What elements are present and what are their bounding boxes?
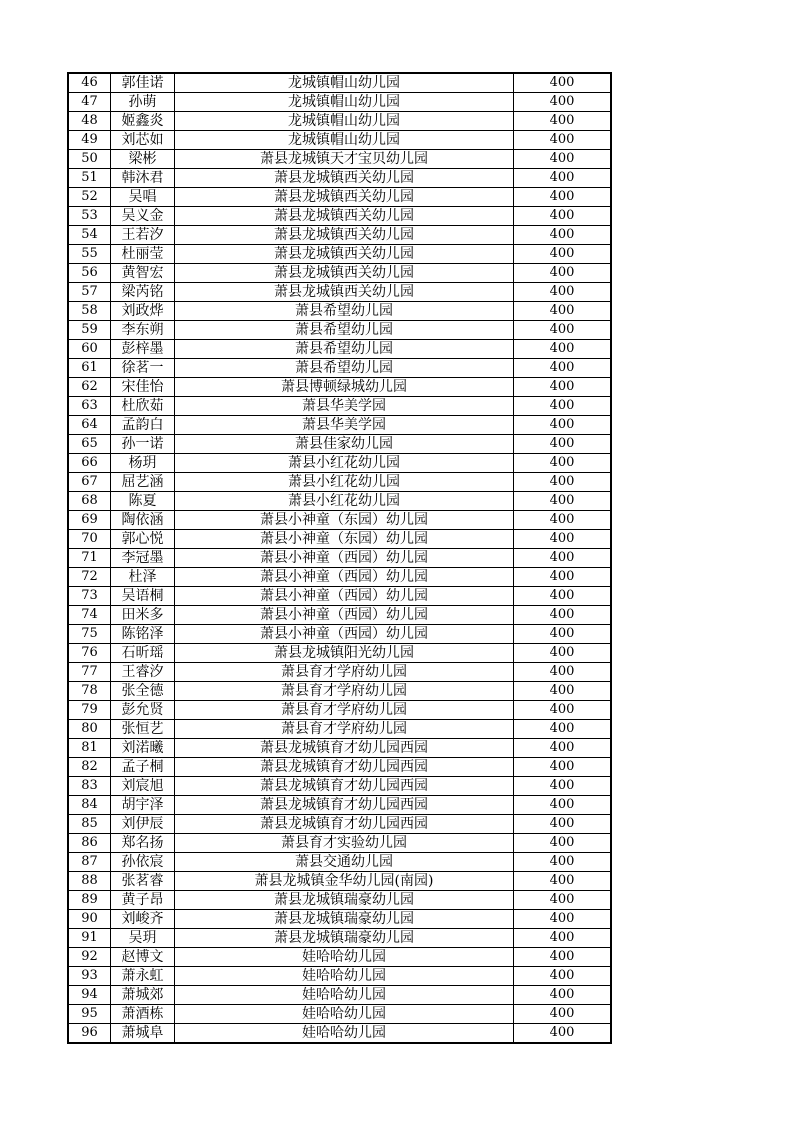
row-number-cell: 49 <box>68 131 111 150</box>
table-row <box>68 473 611 492</box>
row-number-cell: 46 <box>68 73 111 93</box>
row-number-cell: 85 <box>68 815 111 834</box>
kindergarten-name-cell: 萧县华美学园 <box>175 416 514 435</box>
row-number-cell: 75 <box>68 625 111 644</box>
amount-cell: 400 <box>514 302 612 321</box>
table-row <box>68 758 611 777</box>
table-row <box>68 492 611 511</box>
amount-cell: 400 <box>514 929 612 948</box>
kindergarten-name-cell: 萧县龙城镇育才幼儿园西园 <box>175 758 514 777</box>
table-row <box>68 948 611 967</box>
table-row <box>68 321 611 340</box>
amount-cell: 400 <box>514 73 612 93</box>
row-number-cell: 84 <box>68 796 111 815</box>
row-number-cell: 68 <box>68 492 111 511</box>
kindergarten-name-cell: 萧县交通幼儿园 <box>175 853 514 872</box>
amount-cell: 400 <box>514 93 612 112</box>
table-row <box>68 891 611 910</box>
kindergarten-name-cell: 萧县龙城镇瑞豪幼儿园 <box>175 891 514 910</box>
table-row <box>68 568 611 587</box>
table-row <box>68 340 611 359</box>
table-row <box>68 378 611 397</box>
kindergarten-name-cell: 萧县小红花幼儿园 <box>175 473 514 492</box>
kindergarten-name-cell: 萧县小红花幼儿园 <box>175 492 514 511</box>
amount-cell: 400 <box>514 701 612 720</box>
kindergarten-name-cell: 萧县华美学园 <box>175 397 514 416</box>
kindergarten-name-cell: 萧县小神童（西园）幼儿园 <box>175 549 514 568</box>
row-number-cell: 90 <box>68 910 111 929</box>
kindergarten-name-cell: 萧县龙城镇西关幼儿园 <box>175 188 514 207</box>
student-name-cell: 石昕瑶 <box>111 644 175 663</box>
student-name-cell: 孟子桐 <box>111 758 175 777</box>
row-number-cell: 88 <box>68 872 111 891</box>
student-name-cell: 杜欣茹 <box>111 397 175 416</box>
student-name-cell: 孙萌 <box>111 93 175 112</box>
row-number-cell: 58 <box>68 302 111 321</box>
kindergarten-name-cell: 萧县龙城镇西关幼儿园 <box>175 245 514 264</box>
amount-cell: 400 <box>514 739 612 758</box>
student-name-cell: 彭梓墨 <box>111 340 175 359</box>
amount-cell: 400 <box>514 530 612 549</box>
amount-cell: 400 <box>514 644 612 663</box>
amount-cell: 400 <box>514 549 612 568</box>
table-row <box>68 207 611 226</box>
student-name-cell: 张全德 <box>111 682 175 701</box>
amount-cell: 400 <box>514 986 612 1005</box>
student-name-cell: 杜泽 <box>111 568 175 587</box>
table-row <box>68 264 611 283</box>
table-row <box>68 169 611 188</box>
kindergarten-name-cell: 娃哈哈幼儿园 <box>175 967 514 986</box>
student-name-cell: 孟韵白 <box>111 416 175 435</box>
student-name-cell: 萧酒栋 <box>111 1005 175 1024</box>
table-row <box>68 1005 611 1024</box>
table-row <box>68 1024 611 1044</box>
kindergarten-name-cell: 萧县小神童（西园）幼儿园 <box>175 568 514 587</box>
table-row <box>68 644 611 663</box>
kindergarten-name-cell: 萧县龙城镇瑞豪幼儿园 <box>175 910 514 929</box>
amount-cell: 400 <box>514 720 612 739</box>
student-name-cell: 梁芮铭 <box>111 283 175 302</box>
student-name-cell: 徐茗一 <box>111 359 175 378</box>
table-row <box>68 416 611 435</box>
student-name-cell: 胡宇泽 <box>111 796 175 815</box>
kindergarten-name-cell: 萧县佳家幼儿园 <box>175 435 514 454</box>
table-row <box>68 834 611 853</box>
student-name-cell: 梁彬 <box>111 150 175 169</box>
row-number-cell: 56 <box>68 264 111 283</box>
kindergarten-name-cell: 龙城镇帽山幼儿园 <box>175 73 514 93</box>
amount-cell: 400 <box>514 625 612 644</box>
kindergarten-name-cell: 萧县龙城镇育才幼儿园西园 <box>175 815 514 834</box>
table-row <box>68 302 611 321</box>
student-name-cell: 郭佳诺 <box>111 73 175 93</box>
table-row <box>68 530 611 549</box>
kindergarten-name-cell: 萧县龙城镇瑞豪幼儿园 <box>175 929 514 948</box>
student-name-cell: 萧永虹 <box>111 967 175 986</box>
table-row <box>68 606 611 625</box>
amount-cell: 400 <box>514 188 612 207</box>
row-number-cell: 55 <box>68 245 111 264</box>
student-name-cell: 杜丽莹 <box>111 245 175 264</box>
amount-cell: 400 <box>514 606 612 625</box>
kindergarten-name-cell: 萧县博顿绿城幼儿园 <box>175 378 514 397</box>
student-name-cell: 陈铭泽 <box>111 625 175 644</box>
row-number-cell: 69 <box>68 511 111 530</box>
student-name-cell: 吴语桐 <box>111 587 175 606</box>
row-number-cell: 81 <box>68 739 111 758</box>
row-number-cell: 74 <box>68 606 111 625</box>
table-row <box>68 435 611 454</box>
kindergarten-name-cell: 娃哈哈幼儿园 <box>175 986 514 1005</box>
kindergarten-name-cell: 萧县龙城镇天才宝贝幼儿园 <box>175 150 514 169</box>
row-number-cell: 60 <box>68 340 111 359</box>
amount-cell: 400 <box>514 663 612 682</box>
amount-cell: 400 <box>514 492 612 511</box>
kindergarten-name-cell: 萧县希望幼儿园 <box>175 302 514 321</box>
table-row <box>68 872 611 891</box>
amount-cell: 400 <box>514 473 612 492</box>
table-row <box>68 929 611 948</box>
kindergarten-name-cell: 萧县小红花幼儿园 <box>175 454 514 473</box>
amount-cell: 400 <box>514 891 612 910</box>
amount-cell: 400 <box>514 967 612 986</box>
table-row <box>68 112 611 131</box>
kindergarten-name-cell: 龙城镇帽山幼儿园 <box>175 131 514 150</box>
table-row <box>68 93 611 112</box>
table-row <box>68 986 611 1005</box>
amount-cell: 400 <box>514 815 612 834</box>
student-name-cell: 萧城郊 <box>111 986 175 1005</box>
row-number-cell: 66 <box>68 454 111 473</box>
student-name-cell: 黄子昂 <box>111 891 175 910</box>
amount-cell: 400 <box>514 435 612 454</box>
row-number-cell: 62 <box>68 378 111 397</box>
row-number-cell: 73 <box>68 587 111 606</box>
student-name-cell: 王睿汐 <box>111 663 175 682</box>
amount-cell: 400 <box>514 511 612 530</box>
row-number-cell: 95 <box>68 1005 111 1024</box>
row-number-cell: 47 <box>68 93 111 112</box>
student-name-cell: 郭心悦 <box>111 530 175 549</box>
kindergarten-name-cell: 萧县龙城镇育才幼儿园西园 <box>175 739 514 758</box>
kindergarten-name-cell: 萧县育才学府幼儿园 <box>175 701 514 720</box>
row-number-cell: 51 <box>68 169 111 188</box>
student-name-cell: 韩沐君 <box>111 169 175 188</box>
row-number-cell: 71 <box>68 549 111 568</box>
roster-table <box>67 72 612 1044</box>
table-row <box>68 226 611 245</box>
table-row <box>68 739 611 758</box>
kindergarten-name-cell: 萧县希望幼儿园 <box>175 359 514 378</box>
kindergarten-name-cell: 萧县希望幼儿园 <box>175 340 514 359</box>
row-number-cell: 50 <box>68 150 111 169</box>
kindergarten-name-cell: 萧县小神童（西园）幼儿园 <box>175 606 514 625</box>
student-name-cell: 刘伊辰 <box>111 815 175 834</box>
amount-cell: 400 <box>514 777 612 796</box>
table-row <box>68 853 611 872</box>
student-name-cell: 刘渃曦 <box>111 739 175 758</box>
student-name-cell: 孙一诺 <box>111 435 175 454</box>
kindergarten-name-cell: 龙城镇帽山幼儿园 <box>175 112 514 131</box>
row-number-cell: 70 <box>68 530 111 549</box>
row-number-cell: 87 <box>68 853 111 872</box>
amount-cell: 400 <box>514 207 612 226</box>
table-row <box>68 511 611 530</box>
amount-cell: 400 <box>514 872 612 891</box>
amount-cell: 400 <box>514 359 612 378</box>
amount-cell: 400 <box>514 587 612 606</box>
kindergarten-name-cell: 萧县龙城镇西关幼儿园 <box>175 264 514 283</box>
student-name-cell: 刘政烨 <box>111 302 175 321</box>
amount-cell: 400 <box>514 131 612 150</box>
kindergarten-name-cell: 娃哈哈幼儿园 <box>175 1024 514 1044</box>
table-row <box>68 796 611 815</box>
table-row <box>68 188 611 207</box>
amount-cell: 400 <box>514 948 612 967</box>
kindergarten-name-cell: 娃哈哈幼儿园 <box>175 948 514 967</box>
kindergarten-name-cell: 萧县龙城镇阳光幼儿园 <box>175 644 514 663</box>
student-name-cell: 陈夏 <box>111 492 175 511</box>
table-row <box>68 549 611 568</box>
amount-cell: 400 <box>514 853 612 872</box>
row-number-cell: 77 <box>68 663 111 682</box>
row-number-cell: 86 <box>68 834 111 853</box>
amount-cell: 400 <box>514 416 612 435</box>
amount-cell: 400 <box>514 226 612 245</box>
table-row <box>68 454 611 473</box>
student-name-cell: 刘芯如 <box>111 131 175 150</box>
amount-cell: 400 <box>514 834 612 853</box>
amount-cell: 400 <box>514 454 612 473</box>
row-number-cell: 96 <box>68 1024 111 1044</box>
kindergarten-name-cell: 萧县龙城镇西关幼儿园 <box>175 283 514 302</box>
student-name-cell: 吴义金 <box>111 207 175 226</box>
student-name-cell: 王若汐 <box>111 226 175 245</box>
amount-cell: 400 <box>514 568 612 587</box>
student-name-cell: 孙依宸 <box>111 853 175 872</box>
table-row <box>68 359 611 378</box>
student-name-cell: 刘峻齐 <box>111 910 175 929</box>
table-row <box>68 910 611 929</box>
row-number-cell: 64 <box>68 416 111 435</box>
student-name-cell: 赵博文 <box>111 948 175 967</box>
row-number-cell: 79 <box>68 701 111 720</box>
kindergarten-name-cell: 娃哈哈幼儿园 <box>175 1005 514 1024</box>
kindergarten-name-cell: 萧县龙城镇西关幼儿园 <box>175 207 514 226</box>
table-row <box>68 720 611 739</box>
amount-cell: 400 <box>514 758 612 777</box>
amount-cell: 400 <box>514 682 612 701</box>
table-row <box>68 587 611 606</box>
row-number-cell: 53 <box>68 207 111 226</box>
student-name-cell: 田米多 <box>111 606 175 625</box>
kindergarten-name-cell: 萧县龙城镇育才幼儿园西园 <box>175 796 514 815</box>
amount-cell: 400 <box>514 245 612 264</box>
student-name-cell: 屈艺涵 <box>111 473 175 492</box>
row-number-cell: 94 <box>68 986 111 1005</box>
kindergarten-name-cell: 萧县育才学府幼儿园 <box>175 663 514 682</box>
table-row <box>68 245 611 264</box>
kindergarten-name-cell: 萧县小神童（西园）幼儿园 <box>175 625 514 644</box>
student-name-cell: 陶依涵 <box>111 511 175 530</box>
amount-cell: 400 <box>514 321 612 340</box>
kindergarten-name-cell: 萧县龙城镇金华幼儿园(南园) <box>175 872 514 891</box>
student-name-cell: 黄智宏 <box>111 264 175 283</box>
amount-cell: 400 <box>514 264 612 283</box>
table-row <box>68 131 611 150</box>
row-number-cell: 52 <box>68 188 111 207</box>
kindergarten-name-cell: 龙城镇帽山幼儿园 <box>175 93 514 112</box>
amount-cell: 400 <box>514 169 612 188</box>
row-number-cell: 57 <box>68 283 111 302</box>
row-number-cell: 91 <box>68 929 111 948</box>
table-row <box>68 73 611 93</box>
amount-cell: 400 <box>514 340 612 359</box>
amount-cell: 400 <box>514 1005 612 1024</box>
student-name-cell: 刘宸旭 <box>111 777 175 796</box>
table-row <box>68 701 611 720</box>
row-number-cell: 78 <box>68 682 111 701</box>
student-name-cell: 郑名扬 <box>111 834 175 853</box>
student-name-cell: 张茗睿 <box>111 872 175 891</box>
row-number-cell: 72 <box>68 568 111 587</box>
student-name-cell: 杨玥 <box>111 454 175 473</box>
amount-cell: 400 <box>514 283 612 302</box>
kindergarten-name-cell: 萧县小神童（东园）幼儿园 <box>175 530 514 549</box>
kindergarten-name-cell: 萧县育才学府幼儿园 <box>175 682 514 701</box>
amount-cell: 400 <box>514 397 612 416</box>
kindergarten-name-cell: 萧县育才学府幼儿园 <box>175 720 514 739</box>
amount-cell: 400 <box>514 150 612 169</box>
row-number-cell: 54 <box>68 226 111 245</box>
table-row <box>68 150 611 169</box>
row-number-cell: 89 <box>68 891 111 910</box>
table-row <box>68 815 611 834</box>
kindergarten-name-cell: 萧县小神童（东园）幼儿园 <box>175 511 514 530</box>
table-row <box>68 397 611 416</box>
row-number-cell: 93 <box>68 967 111 986</box>
table-row <box>68 283 611 302</box>
student-name-cell: 宋佳怡 <box>111 378 175 397</box>
amount-cell: 400 <box>514 1024 612 1044</box>
row-number-cell: 63 <box>68 397 111 416</box>
row-number-cell: 76 <box>68 644 111 663</box>
row-number-cell: 59 <box>68 321 111 340</box>
row-number-cell: 80 <box>68 720 111 739</box>
row-number-cell: 65 <box>68 435 111 454</box>
amount-cell: 400 <box>514 796 612 815</box>
row-number-cell: 61 <box>68 359 111 378</box>
student-name-cell: 李冠墨 <box>111 549 175 568</box>
student-name-cell: 吴唱 <box>111 188 175 207</box>
amount-cell: 400 <box>514 112 612 131</box>
row-number-cell: 92 <box>68 948 111 967</box>
student-name-cell: 吴玥 <box>111 929 175 948</box>
table-row <box>68 967 611 986</box>
table-row <box>68 625 611 644</box>
table-row <box>68 682 611 701</box>
kindergarten-name-cell: 萧县龙城镇西关幼儿园 <box>175 226 514 245</box>
student-name-cell: 张恒艺 <box>111 720 175 739</box>
row-number-cell: 83 <box>68 777 111 796</box>
student-name-cell: 萧城阜 <box>111 1024 175 1044</box>
student-name-cell: 姬鑫炎 <box>111 112 175 131</box>
row-number-cell: 82 <box>68 758 111 777</box>
kindergarten-name-cell: 萧县龙城镇西关幼儿园 <box>175 169 514 188</box>
kindergarten-name-cell: 萧县小神童（西园）幼儿园 <box>175 587 514 606</box>
table-row <box>68 777 611 796</box>
roster-table-body <box>68 73 611 1043</box>
amount-cell: 400 <box>514 378 612 397</box>
kindergarten-name-cell: 萧县希望幼儿园 <box>175 321 514 340</box>
kindergarten-name-cell: 萧县育才实验幼儿园 <box>175 834 514 853</box>
amount-cell: 400 <box>514 910 612 929</box>
row-number-cell: 67 <box>68 473 111 492</box>
row-number-cell: 48 <box>68 112 111 131</box>
student-name-cell: 彭允贤 <box>111 701 175 720</box>
table-row <box>68 663 611 682</box>
student-name-cell: 李东朔 <box>111 321 175 340</box>
kindergarten-name-cell: 萧县龙城镇育才幼儿园西园 <box>175 777 514 796</box>
